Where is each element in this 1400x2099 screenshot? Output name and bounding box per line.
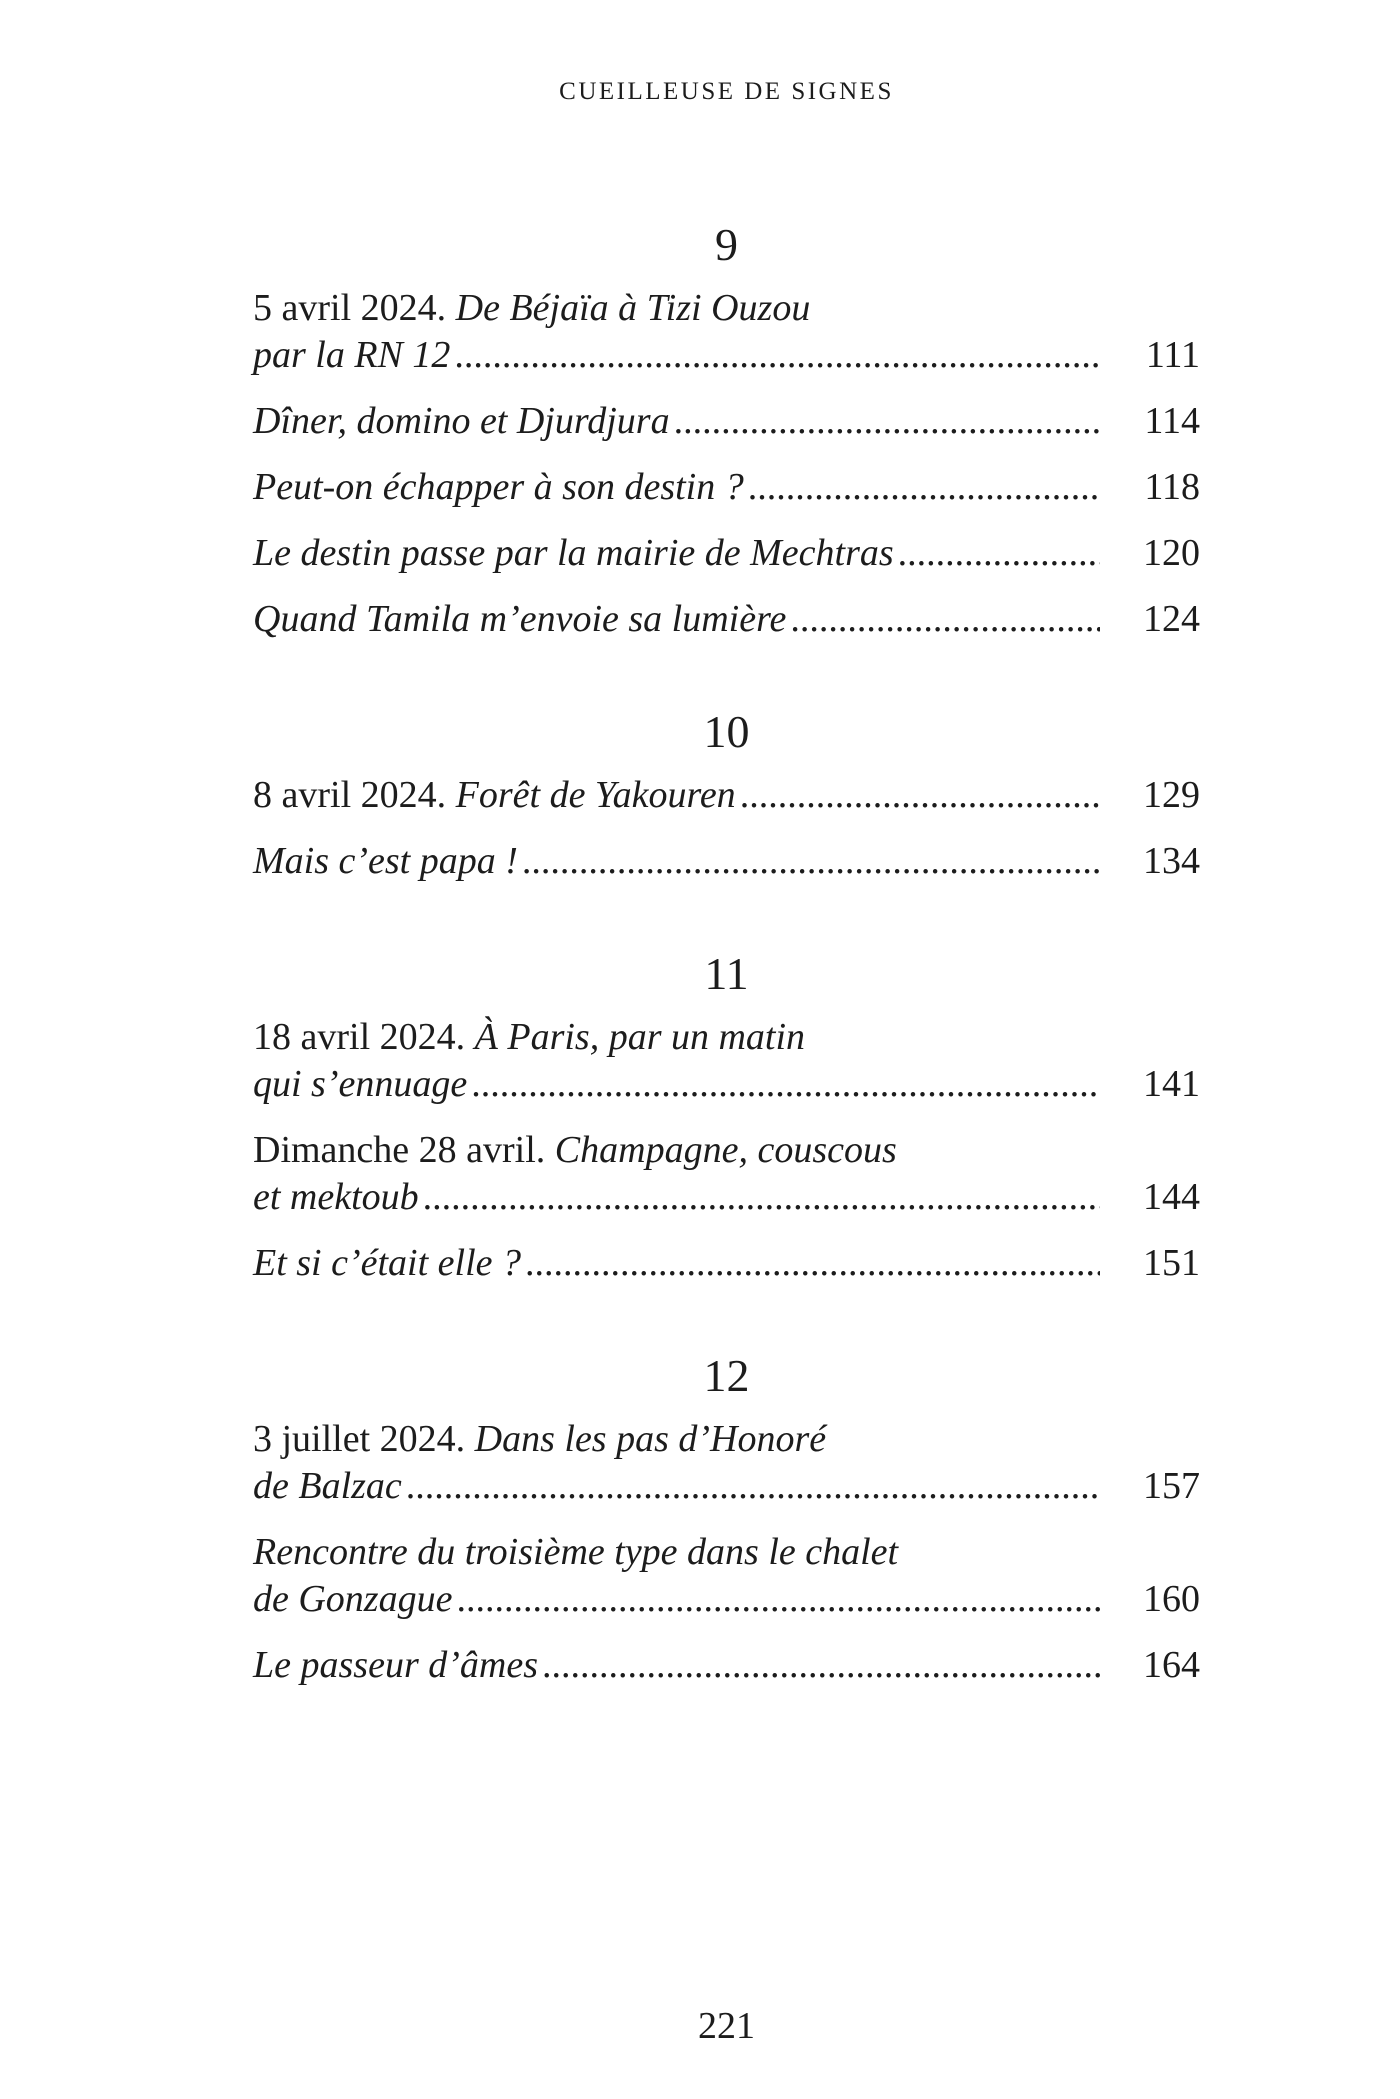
page-number: 111 <box>1145 334 1200 376</box>
toc-line <box>253 464 1200 511</box>
toc-line <box>253 1463 1200 1510</box>
entry-title-text: de Gonzague <box>253 1578 453 1620</box>
toc-entry <box>253 772 1200 819</box>
entry-title <box>253 1014 805 1061</box>
toc <box>253 219 1200 1708</box>
toc-entry <box>253 285 1200 379</box>
entry-title-text: Dans les pas d’Honoré <box>474 1418 827 1460</box>
toc-line <box>253 596 1200 643</box>
entry-title-text: Quand Tamila m’envoie sa lumière <box>253 598 787 640</box>
entry-title <box>253 1174 419 1221</box>
entry-title-text: Peut-on échapper à son destin ? <box>253 466 744 508</box>
toc-line <box>253 285 1200 332</box>
entry-title-text: Mais c’est papa ! <box>253 840 518 882</box>
page-number: 129 <box>1143 774 1200 816</box>
entry-title <box>253 1642 538 1689</box>
toc-entry <box>253 1416 1200 1510</box>
entry-title <box>253 332 450 379</box>
entry-date-text: 3 juillet 2024. <box>253 1418 475 1460</box>
toc-entry <box>253 596 1200 643</box>
toc-line <box>253 1061 1200 1108</box>
toc-entry <box>253 838 1200 885</box>
toc-entry <box>253 1014 1200 1108</box>
entry-title <box>253 1576 452 1623</box>
toc-line <box>253 1240 1200 1287</box>
dot-leader <box>467 1061 1100 1108</box>
toc-line <box>253 332 1200 379</box>
entry-title <box>253 772 736 819</box>
toc-line <box>253 1127 1200 1174</box>
dot-leader <box>736 772 1100 819</box>
chapter-number: 12 <box>703 1350 750 1401</box>
toc-line <box>253 772 1200 819</box>
toc-line <box>253 1014 1200 1061</box>
toc-line <box>253 1174 1200 1221</box>
entry-date-text: 8 avril 2024. <box>253 774 456 816</box>
page-number: 157 <box>1143 1465 1200 1507</box>
toc-line <box>253 1576 1200 1623</box>
dot-leader <box>786 596 1100 643</box>
toc-line <box>253 1529 1200 1576</box>
dot-leader <box>518 838 1100 885</box>
toc-line <box>253 398 1200 445</box>
toc-section <box>253 219 1200 643</box>
entry-title <box>253 1061 467 1108</box>
entry-title <box>253 398 670 445</box>
toc-line <box>253 1642 1200 1689</box>
dot-leader <box>452 1576 1100 1623</box>
page-number: 114 <box>1144 400 1200 442</box>
page-number: 124 <box>1143 598 1200 640</box>
chapter-number: 9 <box>715 219 738 270</box>
toc-line <box>253 1416 1200 1463</box>
entry-title <box>253 285 810 332</box>
entry-title <box>253 530 894 577</box>
running-head: CUEILLEUSE DE SIGNES <box>559 78 894 105</box>
entry-title <box>253 1240 521 1287</box>
toc-entry <box>253 464 1200 511</box>
entry-title-text: qui s’ennuage <box>253 1063 468 1105</box>
entry-title <box>253 838 518 885</box>
dot-leader <box>894 530 1100 577</box>
entry-title-text: Rencontre du troisième type dans le chalet <box>253 1531 899 1573</box>
entry-date-text: 5 avril 2024. <box>253 287 456 329</box>
dot-leader <box>419 1174 1100 1221</box>
entry-title-text: Le passeur d’âmes <box>253 1644 538 1686</box>
entry-title <box>253 1127 897 1174</box>
chapter-number: 11 <box>704 948 749 999</box>
page-number: 160 <box>1143 1578 1200 1620</box>
toc-section <box>253 948 1200 1287</box>
entry-title-text: Le destin passe par la mairie de Mechtras <box>253 532 894 574</box>
page-number: 134 <box>1143 840 1200 882</box>
entry-date-text: 18 avril 2024. <box>253 1016 475 1058</box>
entry-title-text: À Paris, par un matin <box>474 1016 806 1058</box>
entry-title-text: Forêt de Yakouren <box>455 774 736 816</box>
entry-title-text: Et si c’était elle ? <box>253 1242 522 1284</box>
entry-title <box>253 596 786 643</box>
chapter-number: 10 <box>703 706 750 757</box>
toc-entry <box>253 530 1200 577</box>
toc-line <box>253 838 1200 885</box>
page-number: 141 <box>1143 1063 1200 1105</box>
toc-entry <box>253 1642 1200 1689</box>
entry-title-text: De Béjaïa à Tizi Ouzou <box>455 287 811 329</box>
page-number: 164 <box>1143 1644 1200 1686</box>
toc-section <box>253 1350 1200 1689</box>
toc-line <box>253 530 1200 577</box>
page-number: 151 <box>1143 1242 1200 1284</box>
entry-date-text: Dimanche 28 avril. <box>253 1129 555 1171</box>
dot-leader <box>402 1463 1100 1510</box>
entry-title <box>253 464 744 511</box>
page-number: 144 <box>1143 1176 1200 1218</box>
toc-entry <box>253 1127 1200 1221</box>
entry-title <box>253 1529 898 1576</box>
entry-title <box>253 1416 826 1463</box>
toc-entry <box>253 398 1200 445</box>
dot-leader <box>521 1240 1100 1287</box>
entry-title-text: par la RN 12 <box>253 334 451 376</box>
entry-title-text: de Balzac <box>253 1465 402 1507</box>
toc-entry <box>253 1529 1200 1623</box>
dot-leader <box>538 1642 1100 1689</box>
dot-leader <box>744 464 1100 511</box>
entry-title-text: et mektoub <box>253 1176 419 1218</box>
entry-title <box>253 1463 402 1510</box>
toc-section <box>253 706 1200 885</box>
toc-entry <box>253 1240 1200 1287</box>
folio-page-number: 221 <box>698 2005 755 2047</box>
entry-title-text: Champagne, couscous <box>554 1129 897 1171</box>
dot-leader <box>670 398 1100 445</box>
entry-title-text: Dîner, domino et Djurdjura <box>253 400 670 442</box>
page-number: 120 <box>1143 532 1200 574</box>
page-number: 118 <box>1144 466 1200 508</box>
dot-leader <box>450 332 1100 379</box>
